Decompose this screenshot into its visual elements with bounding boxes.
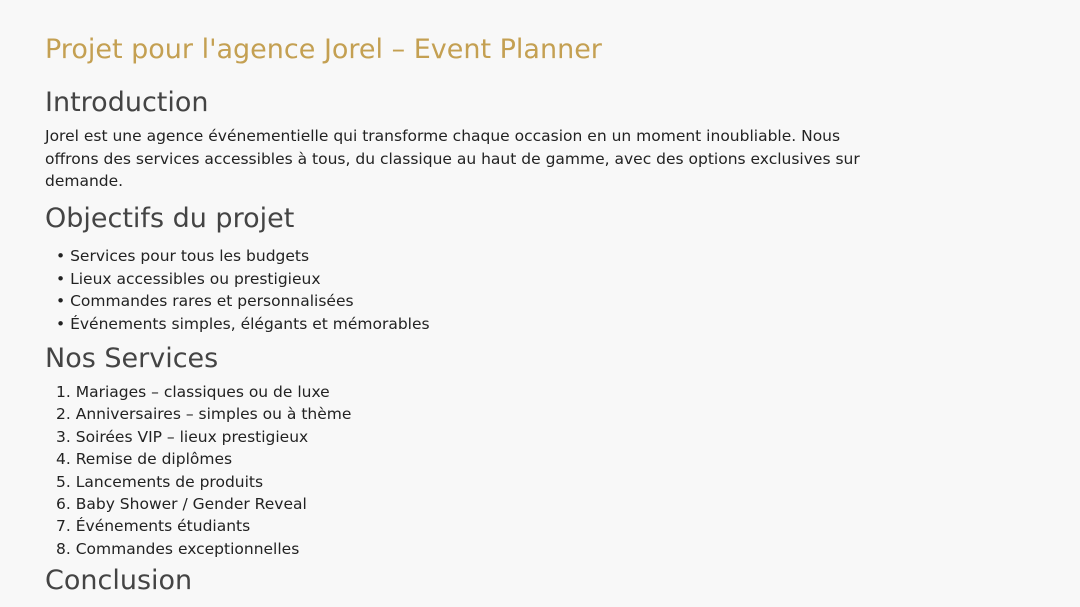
list-number: 2. bbox=[56, 405, 71, 424]
list-number: 3. bbox=[56, 427, 71, 446]
list-item bbox=[45, 515, 351, 537]
service-text: Mariages – classiques ou de luxe bbox=[75, 383, 330, 401]
bullet-marker: • bbox=[56, 247, 66, 265]
bullet-marker: • bbox=[56, 292, 66, 310]
list-number: 5. bbox=[56, 472, 71, 491]
list-item bbox=[45, 448, 351, 470]
objective-text: Événements simples, élégants et mémorables bbox=[70, 314, 430, 333]
list-item bbox=[45, 426, 351, 448]
list-item bbox=[45, 471, 351, 493]
list-item bbox=[45, 403, 351, 425]
service-text: Remise de diplômes bbox=[75, 450, 233, 469]
page-title: Projet pour l'agence Jorel – Event Planner bbox=[45, 34, 602, 65]
list-number: 1. bbox=[56, 383, 71, 401]
service-text: Commandes exceptionnelles bbox=[75, 539, 300, 558]
objectives-heading: Objectifs du projet bbox=[45, 203, 295, 234]
services-heading: Nos Services bbox=[45, 343, 219, 374]
service-text: Baby Shower / Gender Reveal bbox=[75, 495, 307, 514]
objective-text: Lieux accessibles ou prestigieux bbox=[70, 269, 321, 288]
list-item bbox=[45, 313, 430, 336]
bullet-marker: • bbox=[56, 269, 66, 288]
introduction-heading: Introduction bbox=[45, 87, 209, 118]
list-item bbox=[45, 381, 351, 403]
objective-text: Commandes rares et personnalisées bbox=[70, 292, 354, 310]
list-item bbox=[45, 290, 430, 313]
conclusion-heading: Conclusion bbox=[45, 565, 193, 596]
service-text: Lancements de produits bbox=[75, 472, 264, 491]
service-text: Soirées VIP – lieux prestigieux bbox=[75, 427, 309, 446]
service-text: Anniversaires – simples ou à thème bbox=[75, 405, 352, 424]
introduction-paragraph: Jorel est une agence événementielle qui transforme chaque occasion en un moment inoubliable. Nous offrons des services accessibles à tous, du classique au haut de gamme, avec des options exclusives sur demande. bbox=[45, 127, 860, 190]
list-number: 7. bbox=[56, 517, 71, 536]
objectives-list bbox=[45, 245, 430, 335]
list-number: 8. bbox=[56, 539, 71, 558]
services-list bbox=[45, 381, 351, 560]
service-text: Événements étudiants bbox=[75, 517, 251, 536]
list-item bbox=[45, 245, 430, 268]
list-number: 6. bbox=[56, 495, 71, 514]
list-item bbox=[45, 538, 351, 560]
bullet-marker: • bbox=[56, 314, 66, 333]
list-item bbox=[45, 268, 430, 291]
objective-text: Services pour tous les budgets bbox=[70, 247, 310, 265]
list-number: 4. bbox=[56, 450, 71, 469]
list-item bbox=[45, 493, 351, 515]
